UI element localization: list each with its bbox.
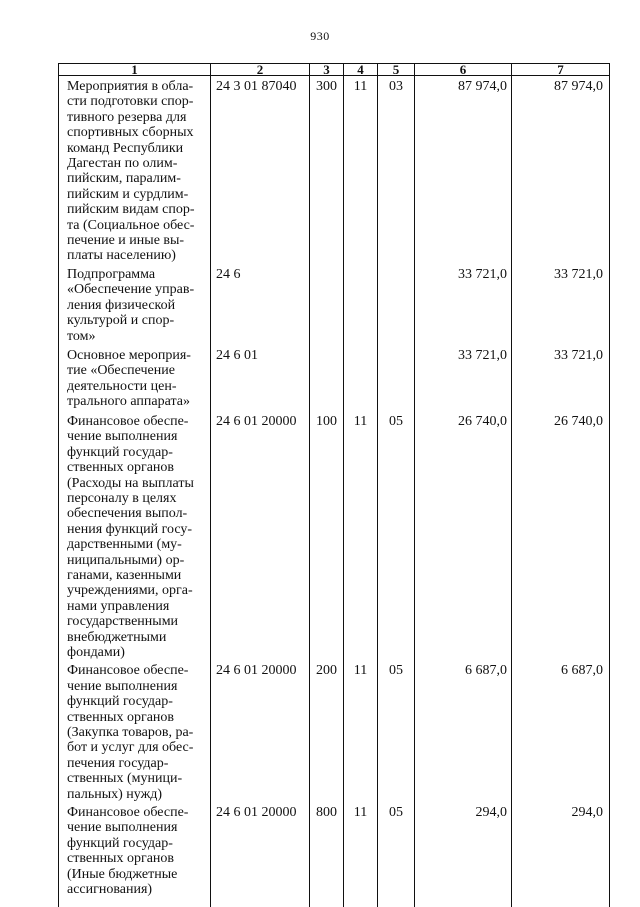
row-col3: 200 [310,660,344,802]
row-col3: 100 [310,411,344,661]
row-col7: 294,0 [512,802,610,907]
row-col4: 11 [344,411,378,661]
row-code: 24 6 01 [211,345,310,411]
table-row [59,411,610,661]
row-name: Финансовое обеспе- чение выполнения функций государ- ственных органов (Расходы на выплаты персоналу в целях обеспечения выпол- нения функций госу- дарственными (му- ниципальными) ор- ганами, казенными учреждениями, орга- нами управления государственными внебюджетными фондами) [59,411,211,661]
row-col3: 300 [310,76,344,264]
row-col4: 11 [344,660,378,802]
row-col3 [310,345,344,411]
table-row [59,264,610,345]
row-col5: 03 [378,76,415,264]
budget-table [58,63,610,907]
row-name: Мероприятия в обла- сти подготовки спор- тивного резерва для спортивных сборных команд Республики Дагестан по олим- пийским, паралим- пийским и сурдлим- пийским видам спор- та (Социальное обес- печение и иные вы- платы населению) [59,76,211,264]
row-col7: 33 721,0 [512,345,610,411]
row-col5 [378,345,415,411]
column-header-1: 1 [59,64,211,76]
page-number: 930 [310,29,330,43]
row-name: Финансовое обеспе- чение выполнения функций государ- ственных органов (Иные бюджетные ассигнования) [59,802,211,907]
row-code: 24 6 01 20000 [211,802,310,907]
row-col5 [378,264,415,345]
row-code: 24 6 01 20000 [211,660,310,802]
table-row [59,802,610,907]
row-col6: 294,0 [415,802,512,907]
row-col4: 11 [344,802,378,907]
row-code: 24 6 01 20000 [211,411,310,661]
row-col5: 05 [378,802,415,907]
row-col6: 33 721,0 [415,345,512,411]
row-col7: 26 740,0 [512,411,610,661]
column-header-2: 2 [211,64,310,76]
row-code: 24 6 [211,264,310,345]
row-col5: 05 [378,660,415,802]
row-name: Финансовое обеспе- чение выполнения функций государ- ственных органов (Закупка товаров, ра- бот и услуг для обес- печения государ- ственных (муници- пальных) нужд) [59,660,211,802]
row-col4 [344,264,378,345]
column-header-5: 5 [378,64,415,76]
row-col7: 87 974,0 [512,76,610,264]
row-col3: 800 [310,802,344,907]
row-col5: 05 [378,411,415,661]
row-name: Основное мероприя- тие «Обеспечение деятельности цен- трального аппарата» [59,345,211,411]
row-col7: 33 721,0 [512,264,610,345]
table-row [59,345,610,411]
row-col3 [310,264,344,345]
row-col4: 11 [344,76,378,264]
row-col6: 87 974,0 [415,76,512,264]
table-row [59,660,610,802]
column-header-4: 4 [344,64,378,76]
table-row [59,76,610,264]
row-name: Подпрограмма «Обеспечение управ- ления физической культурой и спор- том» [59,264,211,345]
column-header-3: 3 [310,64,344,76]
column-header-7: 7 [512,64,610,76]
row-col6: 26 740,0 [415,411,512,661]
header-row [59,64,610,76]
row-col6: 6 687,0 [415,660,512,802]
row-col7: 6 687,0 [512,660,610,802]
row-col4 [344,345,378,411]
row-code: 24 3 01 87040 [211,76,310,264]
row-col6: 33 721,0 [415,264,512,345]
column-header-6: 6 [415,64,512,76]
